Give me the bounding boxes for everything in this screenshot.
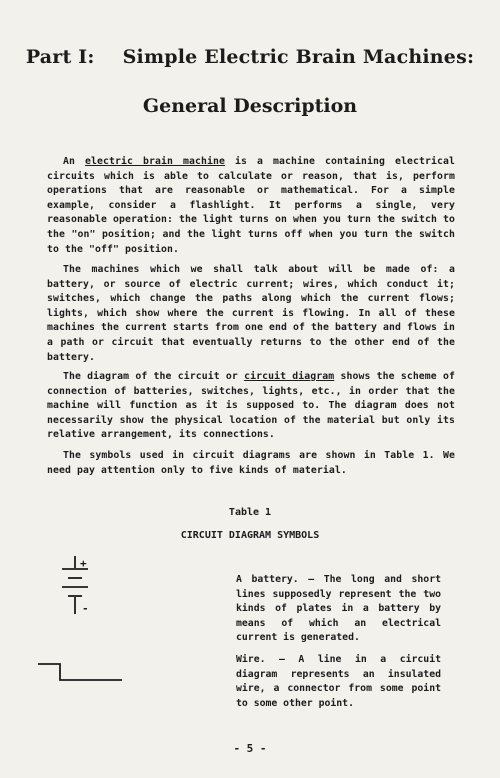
paragraph-4	[47, 449, 455, 478]
battery-description: A battery. — The long and short lines supposedly represent the two kinds of plates in a battery by means of which an electrical current is generated.	[236, 574, 441, 644]
paragraph-1-start: An	[63, 156, 86, 167]
page-title-line1	[0, 46, 500, 68]
paragraph-2	[47, 263, 455, 365]
paragraph-3-rest: shows the scheme of connection of batteries, switches, lights, etc., in order that the machine will function as it is supposed to. The diagram does not necessarily show the physical location of the material but only its relative arrangement, its connections.	[47, 371, 455, 441]
battery-minus-sign: -	[82, 602, 89, 615]
part-label: Part I:	[25, 46, 95, 68]
paragraph-3-start: The diagram of the circuit or	[63, 371, 245, 382]
paragraph-1-rest: is a machine containing electrical circuits which is able to calculate or reason, that is, perform operations that are reasonable or mathematical. For a simple example, consider a flashlight. It performs a single, very reasonable operation: the light turns on when you turn the switch to the "on" position; and the light turns off when you turn the switch to the "off" position.	[47, 156, 455, 255]
page-title-line2: General Description	[142, 95, 358, 117]
table-label: Table 1	[228, 507, 272, 518]
wire-symbol-icon	[36, 660, 126, 690]
table-heading: CIRCUIT DIAGRAM SYMBOLS	[180, 530, 320, 541]
paragraph-2-text: The machines which we shall talk about will be made of: a battery, or source of electric current; wires, which conduct it; switches, which change the paths along which the current flows; lights, which show where the current is flowing. In all of these machines the current starts from one end of the battery and flows in a path or circuit that eventually returns to the other end of the battery.	[47, 264, 455, 363]
battery-symbol-icon	[50, 556, 110, 626]
paragraph-3	[47, 370, 455, 443]
paragraph-1	[47, 155, 455, 257]
battery-plus-sign: +	[80, 557, 87, 570]
underlined-term: circuit diagram	[244, 371, 335, 382]
underlined-term: electric brain machine	[85, 156, 225, 167]
title-text: Simple Electric Brain Machines:	[122, 46, 475, 68]
wire-description: Wire. — A line in a circuit diagram represents an insulated wire, a connector from some point to some other point.	[236, 654, 441, 709]
page-number: - 5 -	[233, 742, 267, 755]
paragraph-4-text: The symbols used in circuit diagrams are shown in Table 1. We need pay attention only to five kinds of material.	[47, 450, 455, 476]
